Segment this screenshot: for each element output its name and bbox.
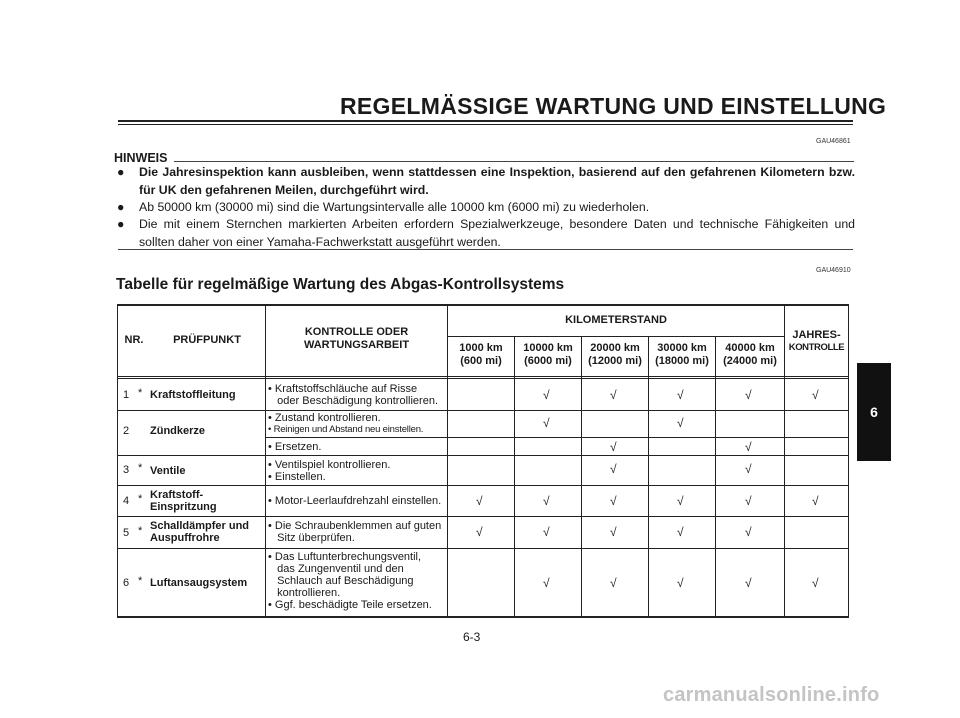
row-divider (117, 410, 849, 411)
header-interval-mi: (12000 mi) (588, 355, 642, 367)
check-mark: √ (610, 494, 617, 508)
row-item: Zündkerze (150, 425, 206, 437)
header-interval-mi: (24000 mi) (723, 355, 777, 367)
reference-code: GAU46910 (816, 267, 851, 274)
bullet-icon: ● (117, 165, 125, 179)
header-pruefpunkt: PRÜFPUNKT (173, 334, 241, 346)
check-mark: √ (610, 388, 617, 402)
check-mark: √ (677, 388, 684, 402)
row-number: 6 (123, 577, 130, 589)
check-mark: √ (745, 440, 752, 454)
note-item: ● Die Jahresinspektion kann ausbleiben, wenn stattdessen eine Inspektion, basierend auf den gefahrenen Kilometern bzw. für UK den gefahrenen Meilen, durchgeführt wird. (117, 165, 855, 197)
bullet-icon: ● (117, 200, 125, 214)
col-divider (581, 336, 582, 618)
row-task: • Kraftstoffschläuche auf Risse (268, 383, 418, 395)
hinweis-rule (174, 161, 854, 162)
page-title: REGELMÄSSIGE WARTUNG UND EINSTELLUNG (340, 93, 887, 119)
row-item: Kraftstoffleitung (150, 389, 236, 401)
row-task: • Die Schraubenklemmen auf guten (268, 520, 442, 532)
check-mark: √ (543, 416, 550, 430)
row-divider (117, 548, 849, 549)
header-wartungsarbeit: WARTUNGSARBEIT (303, 339, 410, 351)
check-mark: √ (812, 388, 819, 402)
title-rule-thin (118, 124, 853, 125)
page-number: 6-3 (463, 630, 481, 644)
row-task: • Einstellen. (268, 471, 326, 483)
row-star: * (138, 493, 143, 505)
check-mark: √ (745, 525, 752, 539)
row-number: 1 (123, 389, 130, 401)
check-mark: √ (745, 576, 752, 590)
header-nr: NR. (124, 334, 144, 346)
check-mark: √ (812, 576, 819, 590)
table-border-right (848, 304, 849, 618)
bullet-icon: ● (117, 217, 125, 231)
header-interval-km: 30000 km (657, 342, 707, 354)
col-divider (514, 336, 515, 618)
row-star: * (138, 462, 143, 474)
check-mark: √ (543, 576, 550, 590)
header-interval-mi: (6000 mi) (524, 355, 572, 367)
section-title: Tabelle für regelmäßige Wartung des Abgas-Kontrollsystems (116, 276, 565, 293)
km-subheader-line (447, 336, 784, 337)
section-rule (118, 249, 853, 250)
check-mark: √ (543, 388, 550, 402)
row-task: Sitz überprüfen. (268, 532, 355, 544)
col-divider (648, 336, 649, 618)
check-mark: √ (677, 525, 684, 539)
row-number: 3 (123, 464, 130, 476)
note-item: ● Die mit einem Sternchen markierten Arbeiten erfordern Spezialwerkzeuge, besondere Daten und technische Fähigkeiten und sollten daher von einer Yamaha-Fachwerkstatt ausgeführt werden. (117, 217, 855, 249)
check-mark: √ (476, 494, 483, 508)
row-task: • Ersetzen. (268, 441, 322, 453)
header-interval-mi: (600 mi) (460, 355, 502, 367)
check-mark: √ (745, 388, 752, 402)
check-mark: √ (610, 462, 617, 476)
header-kilometerstand: KILOMETERSTAND (565, 314, 667, 326)
check-mark: √ (677, 576, 684, 590)
row-divider (117, 485, 849, 486)
header-interval-km: 1000 km (459, 342, 503, 354)
header-interval-km: 10000 km (523, 342, 573, 354)
check-mark: √ (476, 525, 483, 539)
check-mark: √ (745, 494, 752, 508)
watermark: carmanualsonline.info (663, 684, 880, 706)
header-jahres: JAHRES- (792, 329, 841, 341)
check-mark: √ (677, 494, 684, 508)
row-star: * (138, 525, 143, 537)
table-border-top (117, 304, 849, 306)
title-rule (118, 120, 853, 122)
hinweis-label: HINWEIS (114, 151, 168, 165)
row-divider (117, 455, 849, 456)
row-task: oder Beschädigung kontrollieren. (268, 395, 438, 407)
row-task: kontrollieren. (268, 587, 341, 599)
header-kontrolle-annual: KONTROLLE (788, 342, 845, 353)
check-mark: √ (543, 494, 550, 508)
check-mark: √ (677, 416, 684, 430)
row-task: • Zustand kontrollieren. (268, 412, 381, 424)
table-border-bottom (117, 616, 849, 618)
col-divider (715, 336, 716, 618)
header-interval-mi: (18000 mi) (655, 355, 709, 367)
row-task: • Das Luftunterbrechungsventil, (268, 551, 422, 563)
row-number: 2 (123, 425, 130, 437)
check-mark: √ (812, 494, 819, 508)
header-interval-km: 20000 km (590, 342, 640, 354)
table-border-left (117, 304, 118, 618)
row-item: Kraftstoff- (150, 489, 204, 501)
row-task: • Ventilspiel kontrollieren. (268, 459, 391, 471)
reference-code: GAU46861 (816, 138, 851, 145)
row-subdivider (265, 437, 849, 438)
header-bottom-line-double (117, 378, 849, 379)
check-mark: √ (745, 462, 752, 476)
row-divider (117, 516, 849, 517)
row-item: Ventile (150, 465, 186, 477)
check-mark: √ (610, 440, 617, 454)
check-mark: √ (610, 576, 617, 590)
row-item: Einspritzung (150, 501, 217, 513)
chapter-tab: 6 (857, 363, 891, 461)
row-task: • Ggf. beschädigte Teile ersetzen. (268, 599, 432, 611)
check-mark: √ (543, 525, 550, 539)
row-number: 4 (123, 495, 130, 507)
row-number: 5 (123, 527, 130, 539)
header-kontrolle: KONTROLLE ODER (304, 326, 409, 338)
row-star: * (138, 575, 143, 587)
row-task: Schlauch auf Beschädigung (268, 575, 414, 587)
row-star: * (138, 387, 143, 399)
row-task: • Motor-Leerlaufdrehzahl einstellen. (268, 495, 442, 507)
row-task: das Zungenventil und den (268, 563, 404, 575)
note-item: ● Ab 50000 km (30000 mi) sind die Wartungsintervalle alle 10000 km (6000 mi) zu wiederholen. (117, 199, 855, 217)
row-item: Auspuffrohre (150, 532, 220, 544)
row-item: Luftansaugsystem (150, 577, 248, 589)
row-item: Schalldämpfer und (150, 520, 250, 532)
check-mark: √ (610, 525, 617, 539)
row-task: • Reinigen und Abstand neu einstellen. (268, 424, 424, 435)
header-bottom-line (117, 376, 849, 377)
header-interval-km: 40000 km (725, 342, 775, 354)
